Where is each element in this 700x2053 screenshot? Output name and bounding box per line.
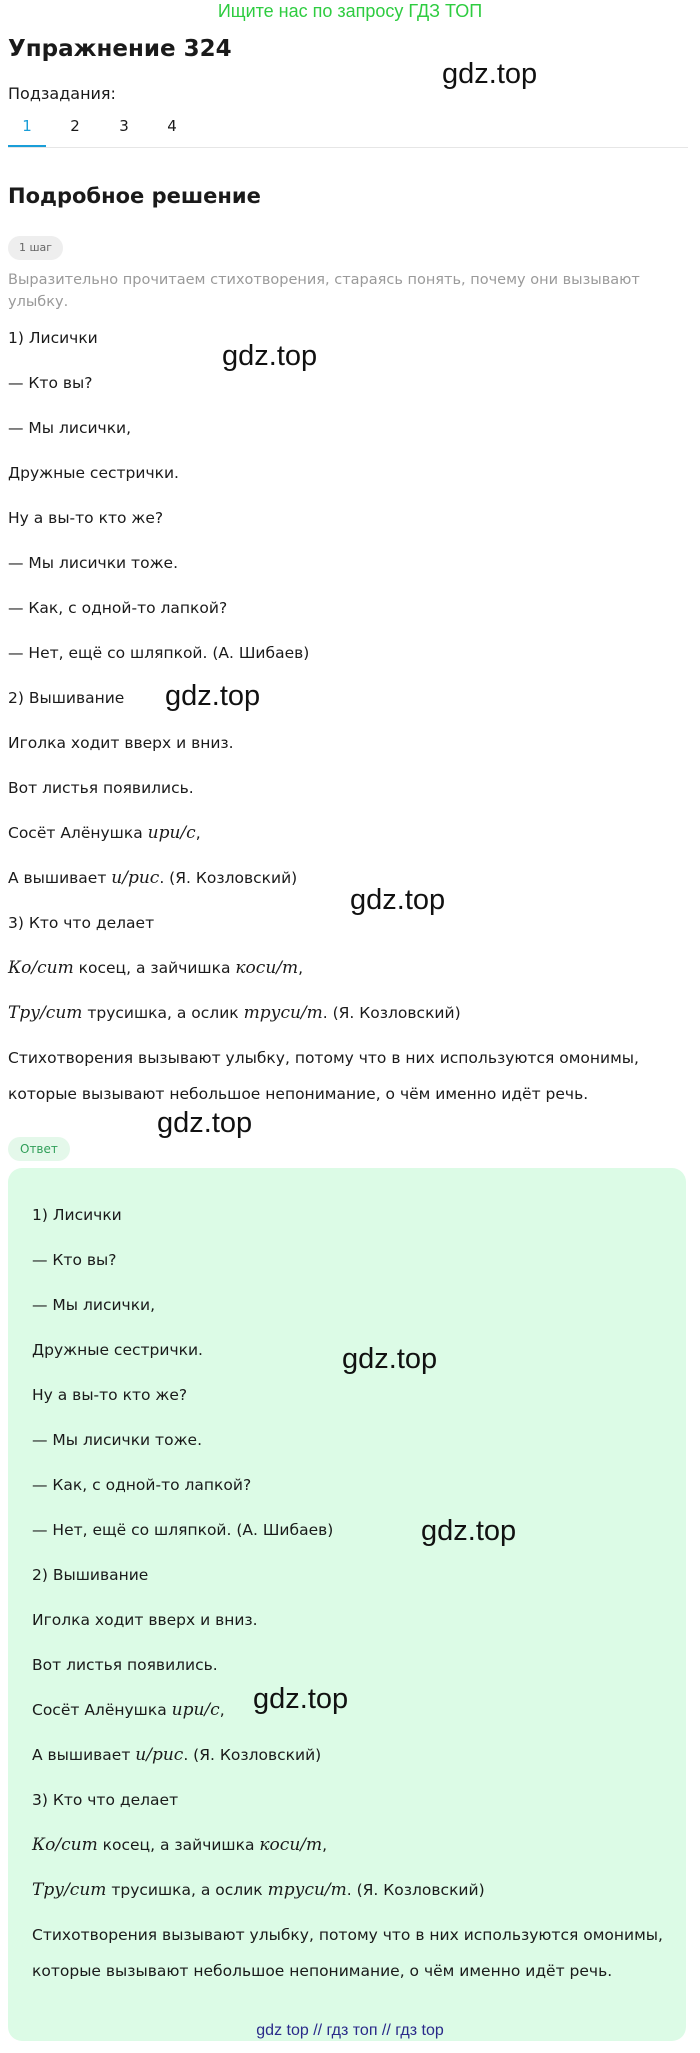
- line-text: косец, а зайчишка: [73, 959, 236, 977]
- solution-line: — Кто вы?: [8, 374, 93, 392]
- tab-subtask-3[interactable]: 3: [119, 117, 129, 135]
- answer-line: [32, 1744, 321, 1766]
- solution-line: — Мы лисички тоже.: [8, 554, 179, 572]
- line-text: А вышивает: [8, 869, 112, 887]
- search-banner: Ищите нас по запросу ГДЗ ТОП: [217, 1, 483, 21]
- line-text: косец, а зайчишка: [97, 1836, 260, 1854]
- answer-line: Иголка ходит вверх и вниз.: [32, 1611, 258, 1629]
- watermark: gdz.top: [342, 1343, 438, 1375]
- line-text: . (Я. Козловский): [346, 1881, 485, 1899]
- solution-line: Дружные сестрички.: [8, 464, 179, 482]
- answer-line: — Мы лисички,: [32, 1296, 156, 1314]
- solution-line: — Нет, ещё со шляпкой. (А. Шибаев): [8, 644, 310, 662]
- answer-line: 2) Вышивание: [32, 1566, 149, 1584]
- watermark: gdz.top: [222, 340, 318, 372]
- answer-line: 3) Кто что делает: [32, 1791, 179, 1809]
- subtask-tabs: [8, 113, 688, 148]
- line-text: ,: [298, 959, 304, 977]
- tab-subtask-1[interactable]: 1: [8, 113, 46, 147]
- homonym-word: труси/т: [267, 1880, 347, 1900]
- answer-line: 1) Лисички: [32, 1206, 122, 1224]
- line-text: А вышивает: [32, 1746, 136, 1764]
- step-description: Выразительно прочитаем стихотворения, стараясь понять, почему они вызывают улыбку.: [8, 272, 640, 310]
- line-text: трусишка, а ослик: [106, 1881, 268, 1899]
- homonym-word: ири/с: [171, 1700, 220, 1720]
- watermark: gdz.top: [157, 1107, 253, 1139]
- homonym-word: труси/т: [243, 1003, 323, 1023]
- solution-line: [8, 867, 297, 889]
- line-text: трусишка, а ослик: [82, 1004, 244, 1022]
- solution-line: Ну а вы-то кто же?: [8, 509, 164, 527]
- answer-line: — Мы лисички тоже.: [32, 1431, 203, 1449]
- line-text: ,: [195, 824, 201, 842]
- solution-conclusion: Стихотворения вызывают улыбку, потому что в них используются омонимы, которые вызывают небольшое непонимание, о чём именно идёт речь.: [8, 1049, 639, 1103]
- homonym-word: Тру/сит: [32, 1880, 107, 1900]
- homonym-word: коси/т: [235, 958, 299, 978]
- homonym-word: и/рис: [111, 868, 160, 888]
- answer-line: — Кто вы?: [32, 1251, 117, 1269]
- solution-line: — Мы лисички,: [8, 419, 132, 437]
- line-text: Сосёт Алёнушка: [32, 1701, 172, 1719]
- answer-box: [8, 1168, 686, 2041]
- tab-subtask-2[interactable]: 2: [70, 117, 80, 135]
- line-text: . (Я. Козловский): [159, 869, 298, 887]
- solution-line: 3) Кто что делает: [8, 914, 155, 932]
- answer-badge: Ответ: [8, 1137, 70, 1161]
- solution-line: — Как, с одной-то лапкой?: [8, 599, 228, 617]
- answer-line: — Как, с одной-то лапкой?: [32, 1476, 252, 1494]
- watermark: gdz.top: [165, 680, 261, 712]
- answer-line: [32, 1699, 225, 1721]
- solution-line: [8, 957, 303, 979]
- line-text: ,: [322, 1836, 328, 1854]
- section-title: Подробное решение: [8, 184, 261, 208]
- solution-line: [8, 1002, 461, 1024]
- homonym-word: Ко/сит: [32, 1835, 98, 1855]
- answer-line: Дружные сестрички.: [32, 1341, 203, 1359]
- line-text: ,: [219, 1701, 225, 1719]
- solution-line: 2) Вышивание: [8, 689, 125, 707]
- answer-line: [32, 1879, 485, 1901]
- homonym-word: и/рис: [135, 1745, 184, 1765]
- answer-conclusion: Стихотворения вызывают улыбку, потому что в них используются омонимы, которые вызывают небольшое непонимание, о чём именно идёт речь.: [32, 1926, 663, 1980]
- page-title: Упражнение 324: [8, 36, 232, 62]
- solution-line: 1) Лисички: [8, 329, 98, 347]
- solution-line: Иголка ходит вверх и вниз.: [8, 734, 234, 752]
- watermark: gdz.top: [442, 58, 538, 90]
- tab-subtask-4[interactable]: 4: [167, 117, 177, 135]
- step-badge: 1 шаг: [8, 236, 63, 260]
- homonym-word: Ко/сит: [8, 958, 74, 978]
- line-text: . (Я. Козловский): [183, 1746, 322, 1764]
- line-text: Сосёт Алёнушка: [8, 824, 148, 842]
- homonym-word: Тру/сит: [8, 1003, 83, 1023]
- watermark: gdz.top: [350, 884, 446, 916]
- answer-line: [32, 1834, 327, 1856]
- footer-links: gdz top // гдз топ // гдз top: [256, 2022, 444, 2039]
- homonym-word: ири/с: [147, 823, 196, 843]
- watermark: gdz.top: [421, 1515, 517, 1547]
- homonym-word: коси/т: [259, 1835, 323, 1855]
- solution-line: Вот листья появились.: [8, 779, 194, 797]
- line-text: . (Я. Козловский): [322, 1004, 461, 1022]
- watermark: gdz.top: [253, 1683, 349, 1715]
- answer-line: Ну а вы-то кто же?: [32, 1386, 188, 1404]
- answer-line: Вот листья появились.: [32, 1656, 218, 1674]
- solution-line: [8, 822, 201, 844]
- answer-line: — Нет, ещё со шляпкой. (А. Шибаев): [32, 1521, 334, 1539]
- subtasks-label: Подзадания:: [8, 84, 116, 103]
